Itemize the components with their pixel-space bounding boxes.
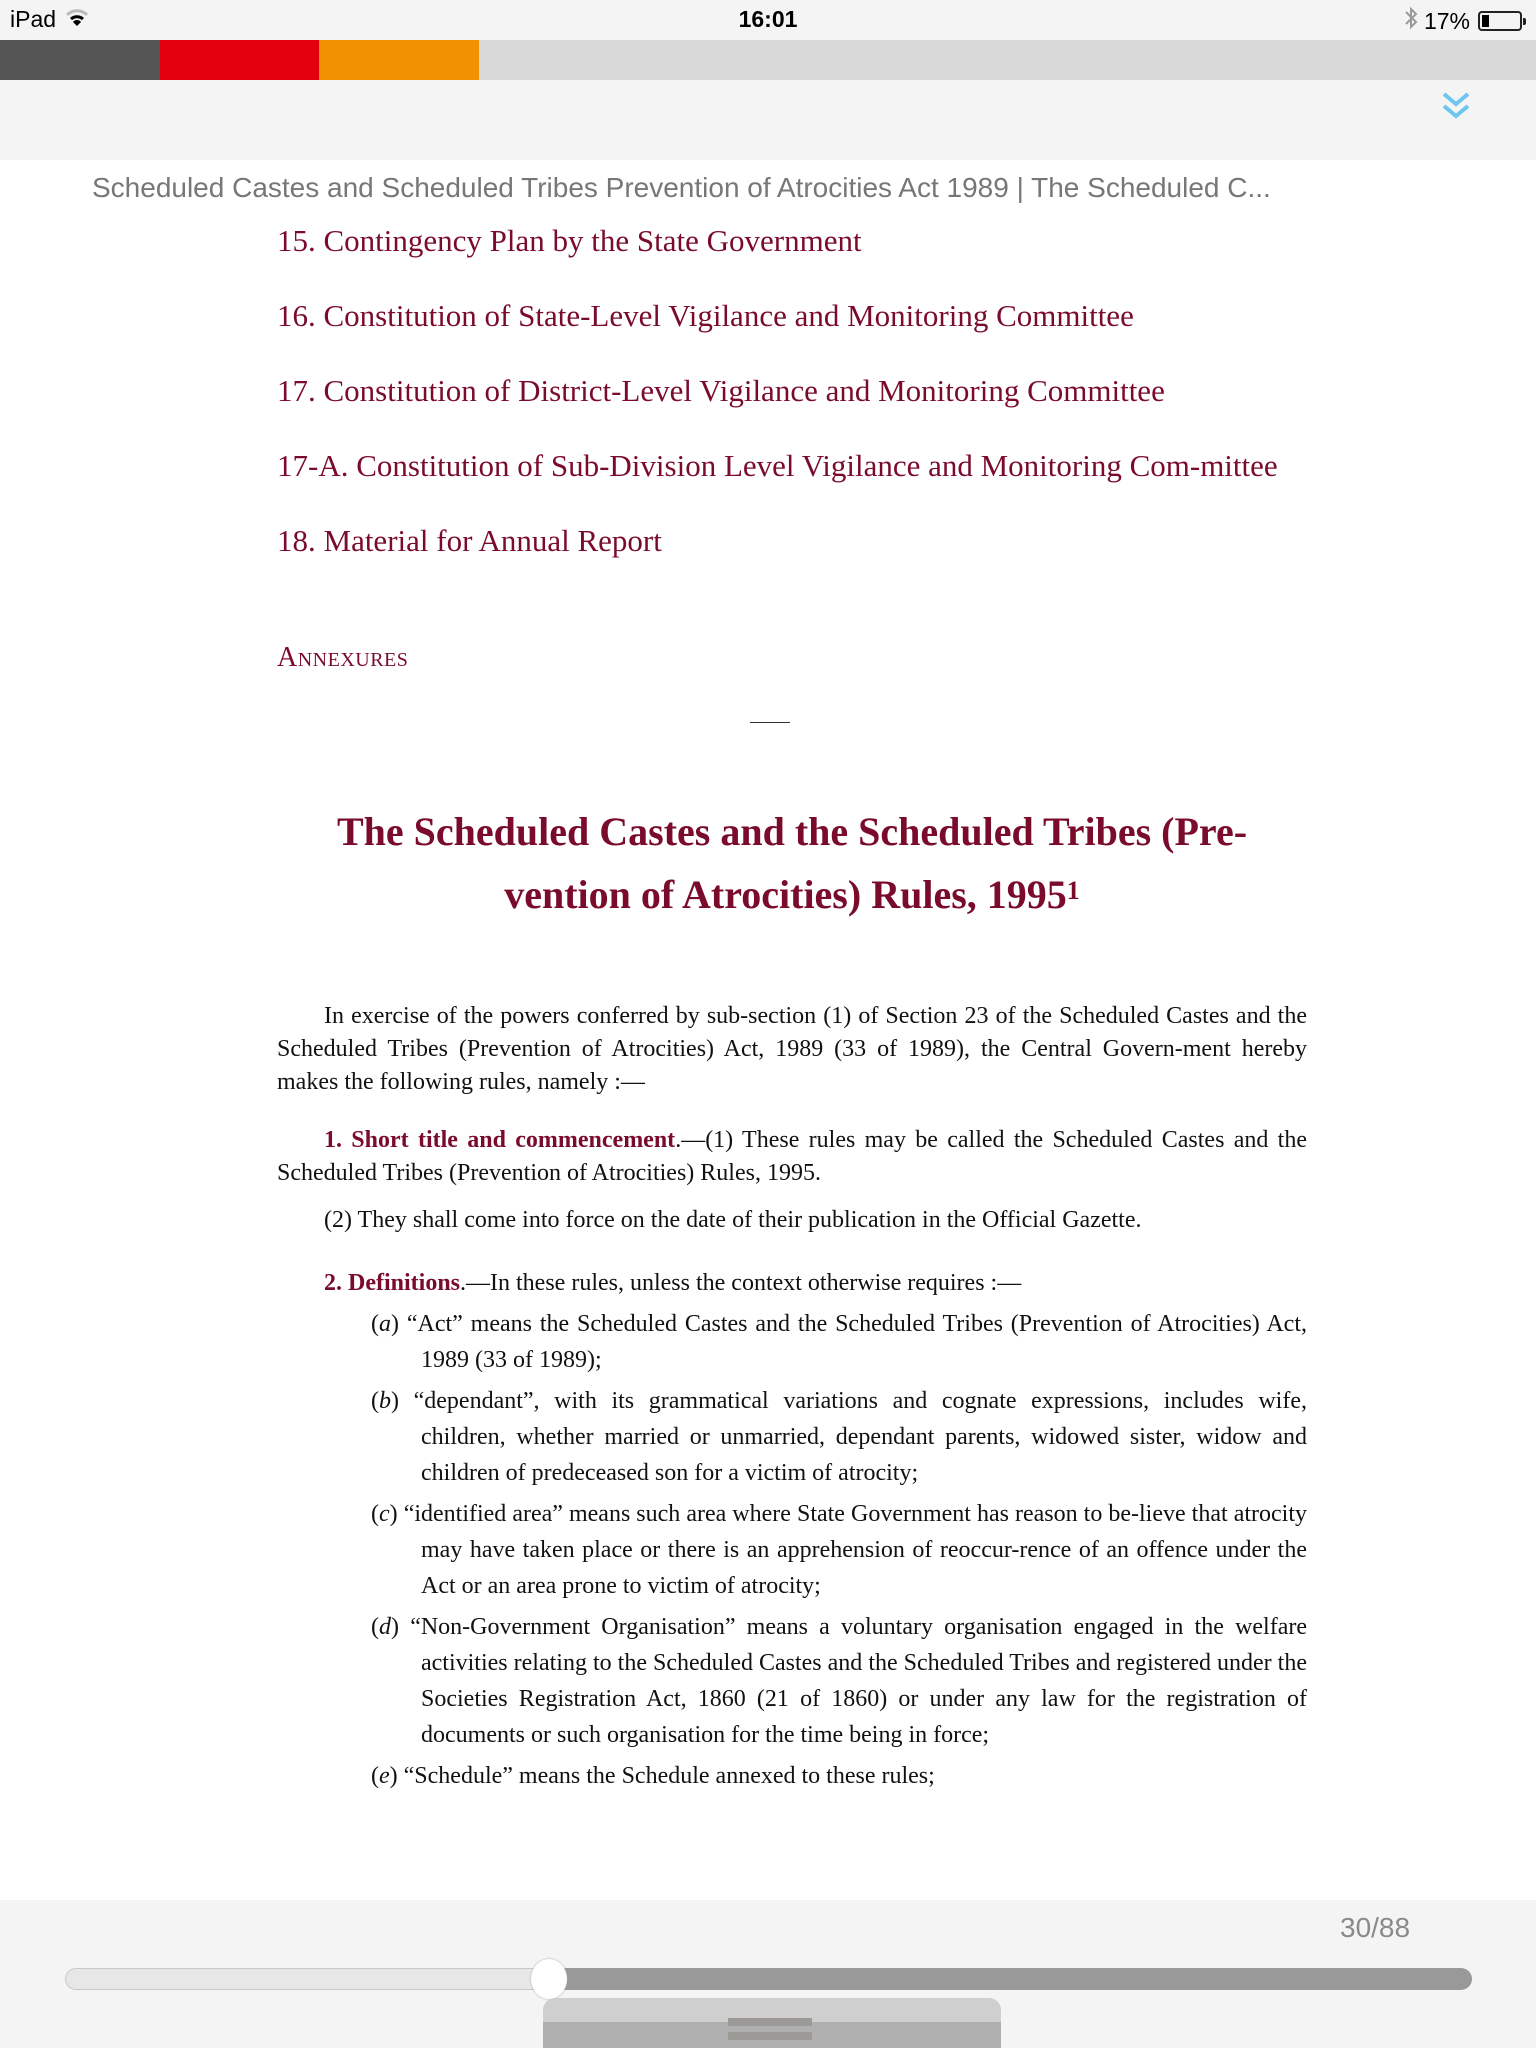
rule-2-title: 2. Definitions [324, 1270, 461, 1296]
definition-e: (e) “Schedule” means the Schedule annexed to these rules; [371, 1763, 935, 1789]
heading-text: The Scheduled Castes and the Scheduled Tribes (Pre-vention of Atrocities) Rules, 1995 [336, 809, 1248, 917]
toc-item[interactable]: 15. Contingency Plan by the State Government [277, 223, 862, 258]
bluetooth-icon [1404, 6, 1418, 36]
rule-1-clause-2: (2) They shall come into force on the date of their publication in the Official Gazette. [324, 1207, 1142, 1233]
rules-heading [277, 800, 1307, 926]
table-of-contents [277, 220, 1307, 595]
preamble: In exercise of the powers conferred by sub-section (1) of Section 23 of the Scheduled Castes and the Scheduled Tribes (Prevention of Atrocities) Act, 1989 (33 of 1989), the Central Govern-ment hereby makes the following rules, namely :— [277, 1003, 1307, 1095]
status-bar [0, 0, 1536, 40]
rule-1-text: .—(1) These rules may be called the Scheduled Castes and the Scheduled Tribes (Prevention of Atrocities) Rules, 1995. [277, 1127, 1308, 1186]
document-title: Scheduled Castes and Scheduled Tribes Prevention of Atrocities Act 1989 | The Scheduled C... [92, 172, 1271, 203]
double-chevron-down-icon [1436, 88, 1476, 128]
rule-2 [277, 1267, 1307, 1300]
slider-thumb[interactable] [531, 1959, 567, 1999]
drag-handle-icon [728, 2032, 812, 2040]
definition-c: (c) “identified area” means such area where State Government has reason to be-lieve that atrocity may have taken place or there is an apprehension of reoccur-rence of an offence under the Act or an area prone to victim of atrocity; [371, 1501, 1307, 1599]
page-counter: 30/88 [1340, 1912, 1411, 1943]
rule-1 [277, 1124, 1307, 1190]
definition-b: (b) “dependant”, with its grammatical variations and cognate expressions, includes wife, children, whether married or unmarried, dependant parents, widowed sister, widow and children of predeceased son for a victim of atrocity; [371, 1388, 1307, 1486]
footnote-marker[interactable]: 1 [1066, 876, 1080, 905]
toc-item[interactable]: 16. Constitution of State-Level Vigilance and Monitoring Committee [277, 298, 1134, 333]
slider-track-remaining [555, 1968, 1472, 1990]
page-slider[interactable] [65, 1968, 1472, 1990]
toolbar [0, 80, 1536, 160]
battery-icon [1478, 11, 1522, 31]
slider-track-filled [65, 1968, 555, 1990]
toc-item[interactable]: 17-A. Constitution of Sub-Division Level Vigilance and Monitoring Com-mittee [277, 448, 1278, 483]
rule-1-title: 1. Short title and commencement [324, 1127, 676, 1153]
strip-segment-orange [319, 40, 479, 80]
battery-percent: 17% [1423, 7, 1470, 34]
collapse-toolbar-button[interactable] [1436, 88, 1476, 128]
strip-segment-red [160, 40, 319, 80]
device-name: iPad [10, 6, 57, 32]
clock: 16:01 [738, 6, 798, 32]
drag-handle-icon [728, 2018, 812, 2026]
color-strip [0, 40, 1536, 80]
definitions-list [277, 1306, 1307, 1799]
strip-segment-dark [0, 40, 160, 80]
definition-a: (a) “Act” means the Scheduled Castes and the Scheduled Tribes (Prevention of Atrocities) Act, 1989 (33 of 1989); [371, 1311, 1307, 1373]
section-divider [750, 722, 790, 723]
drawer-handle[interactable] [543, 1998, 1001, 2048]
rule-2-intro: .—In these rules, unless the context otherwise requires :— [460, 1270, 1022, 1296]
toc-item[interactable]: 17. Constitution of District-Level Vigilance and Monitoring Committee [277, 373, 1165, 408]
toc-item[interactable]: 18. Material for Annual Report [277, 523, 662, 558]
toc-annexures[interactable]: Annexures [277, 642, 409, 673]
definition-d: (d) “Non-Government Organisation” means a voluntary organisation engaged in the welfare activities relating to the Scheduled Castes and the Scheduled Tribes and registered under the Societies Registration Act, 1860 (21 of 1860) or under any law for the registration of documents or such organisation for the time being in force; [371, 1614, 1308, 1748]
